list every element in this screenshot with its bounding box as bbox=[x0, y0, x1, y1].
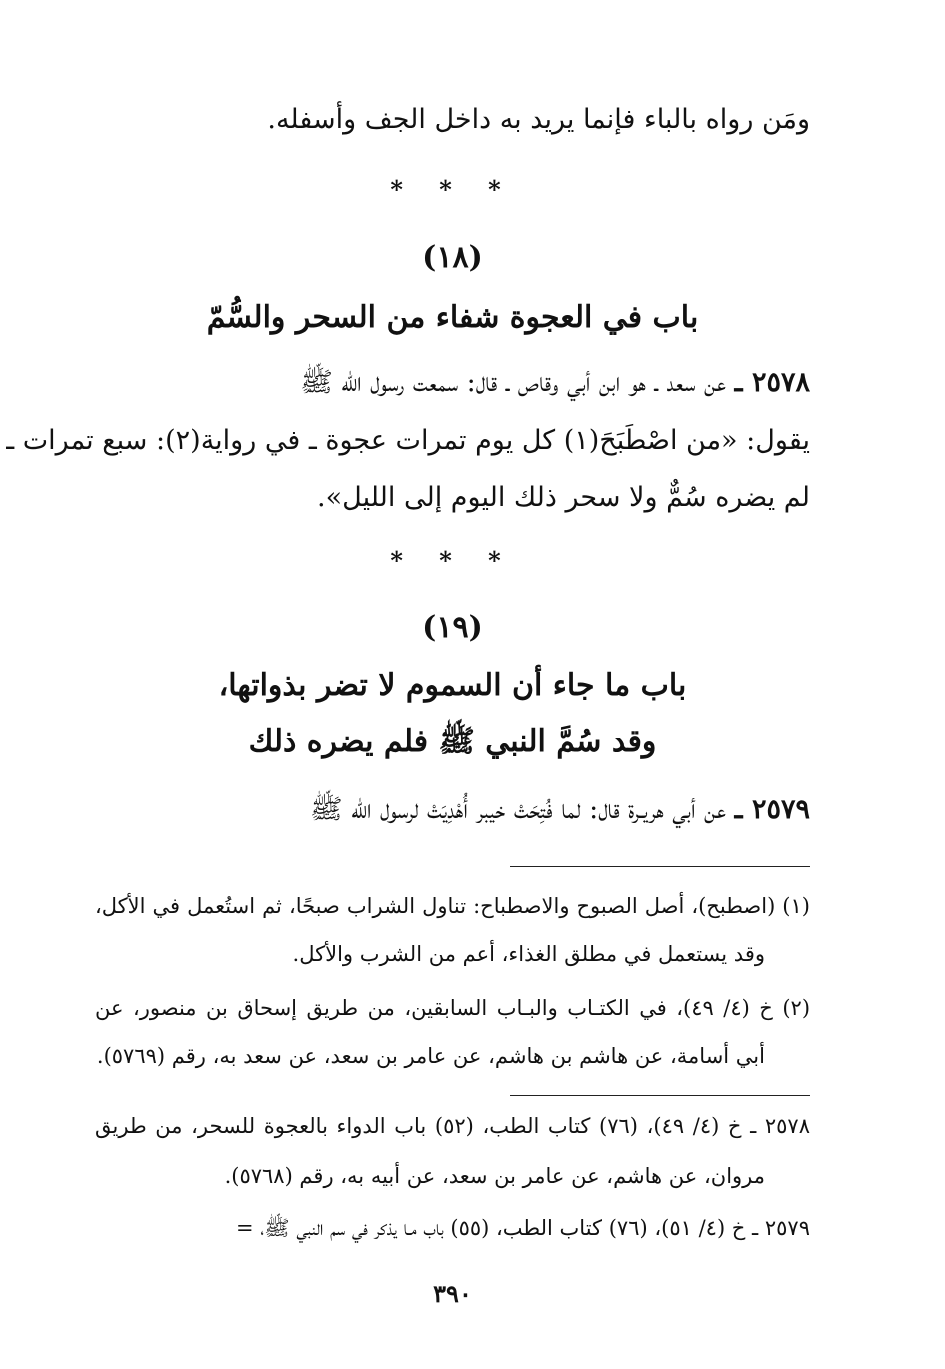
reference-2578-line2: مروان، عن هاشم، عن عامر بن سعد، عن أبيه به، رقم (٥٧٦٨). bbox=[224, 1164, 765, 1188]
hadith-2578-line1 bbox=[95, 363, 810, 403]
separator-stars: * * * bbox=[390, 175, 515, 204]
section-title-18: باب في العجوة شفاء من السحر والسُّمّ bbox=[206, 300, 699, 335]
references-divider bbox=[510, 1095, 810, 1096]
hadith-2578-line2: يقول: «من اصْطَبَحَ(١) كل يوم تمرات عجوة ـ في رواية(٢): سبع تمرات ـ bbox=[6, 425, 810, 456]
hadith-2579-line1 bbox=[95, 790, 810, 830]
hadith-number: ٢٥٧٨ ـ bbox=[734, 367, 810, 398]
separator-stars: * * * bbox=[390, 546, 515, 575]
footnote-1-line1: (١) (اصطبح)، أصل الصبوح والاصطباح: تناول الشراب صبحًا، ثم استُعمل في الأكل، bbox=[95, 894, 810, 918]
footnote-2-line1: (٢) خ (٤/ ٤٩)، في الكتـاب والبـاب السابقين، من طريق إسحاق بن منصور، عن bbox=[95, 996, 811, 1020]
hadith-2578-line3: لم يضره سُمٌّ ولا سحر ذلك اليوم إلى الليل». bbox=[317, 482, 810, 513]
footnote-1-line2: وقد يستعمل في مطلق الغذاء، أعم من الشرب والأكل. bbox=[292, 942, 765, 966]
section-title-19-line2: وقد سُمَّ النبي ﷺ فلم يضره ذلك bbox=[248, 724, 657, 759]
reference-2579-line1: ٢٥٧٩ ـ خ (٤/ ٥١)، (٧٦) كتاب الطب، (٥٥) باب مـا يذكر في سم النبي ﷺ، = bbox=[236, 1216, 810, 1240]
section-number-18: (١٨) bbox=[422, 240, 483, 275]
page-number: ٣٩٠ bbox=[433, 1279, 472, 1308]
hadith-number: ٢٥٧٩ ـ bbox=[734, 794, 810, 825]
continuation-text: ومَن رواه بالباء فإنما يريد به داخل الجف وأسفله. bbox=[267, 104, 810, 135]
footnote-2-line2: أبي أسامة، عن هاشم بن هاشم، عن عامر بن سعد، عن سعد به، رقم (٥٧٦٩). bbox=[96, 1044, 765, 1068]
book-page bbox=[6, 0, 811, 1369]
hadith-text: عن سعد ـ هو ابن أبي وقاص ـ قال: سمعت رسول الله ﷺ bbox=[300, 367, 727, 398]
hadith-text: عن أبي هريـرة قال: لما فُتِحَتْ خيبر أُهْدِيَتْ لرسول الله ﷺ bbox=[310, 794, 727, 825]
section-number-19: (١٩) bbox=[422, 610, 483, 645]
section-title-19-line1: باب ما جاء أن السموم لا تضر بذواتها، bbox=[218, 668, 687, 703]
footnote-divider bbox=[510, 866, 810, 867]
reference-2578-line1: ٢٥٧٨ ـ خ (٤/ ٤٩)، (٧٦) كتاب الطب، (٥٢) باب الدواء بالعجوة للسحر، من طريق bbox=[95, 1114, 810, 1138]
